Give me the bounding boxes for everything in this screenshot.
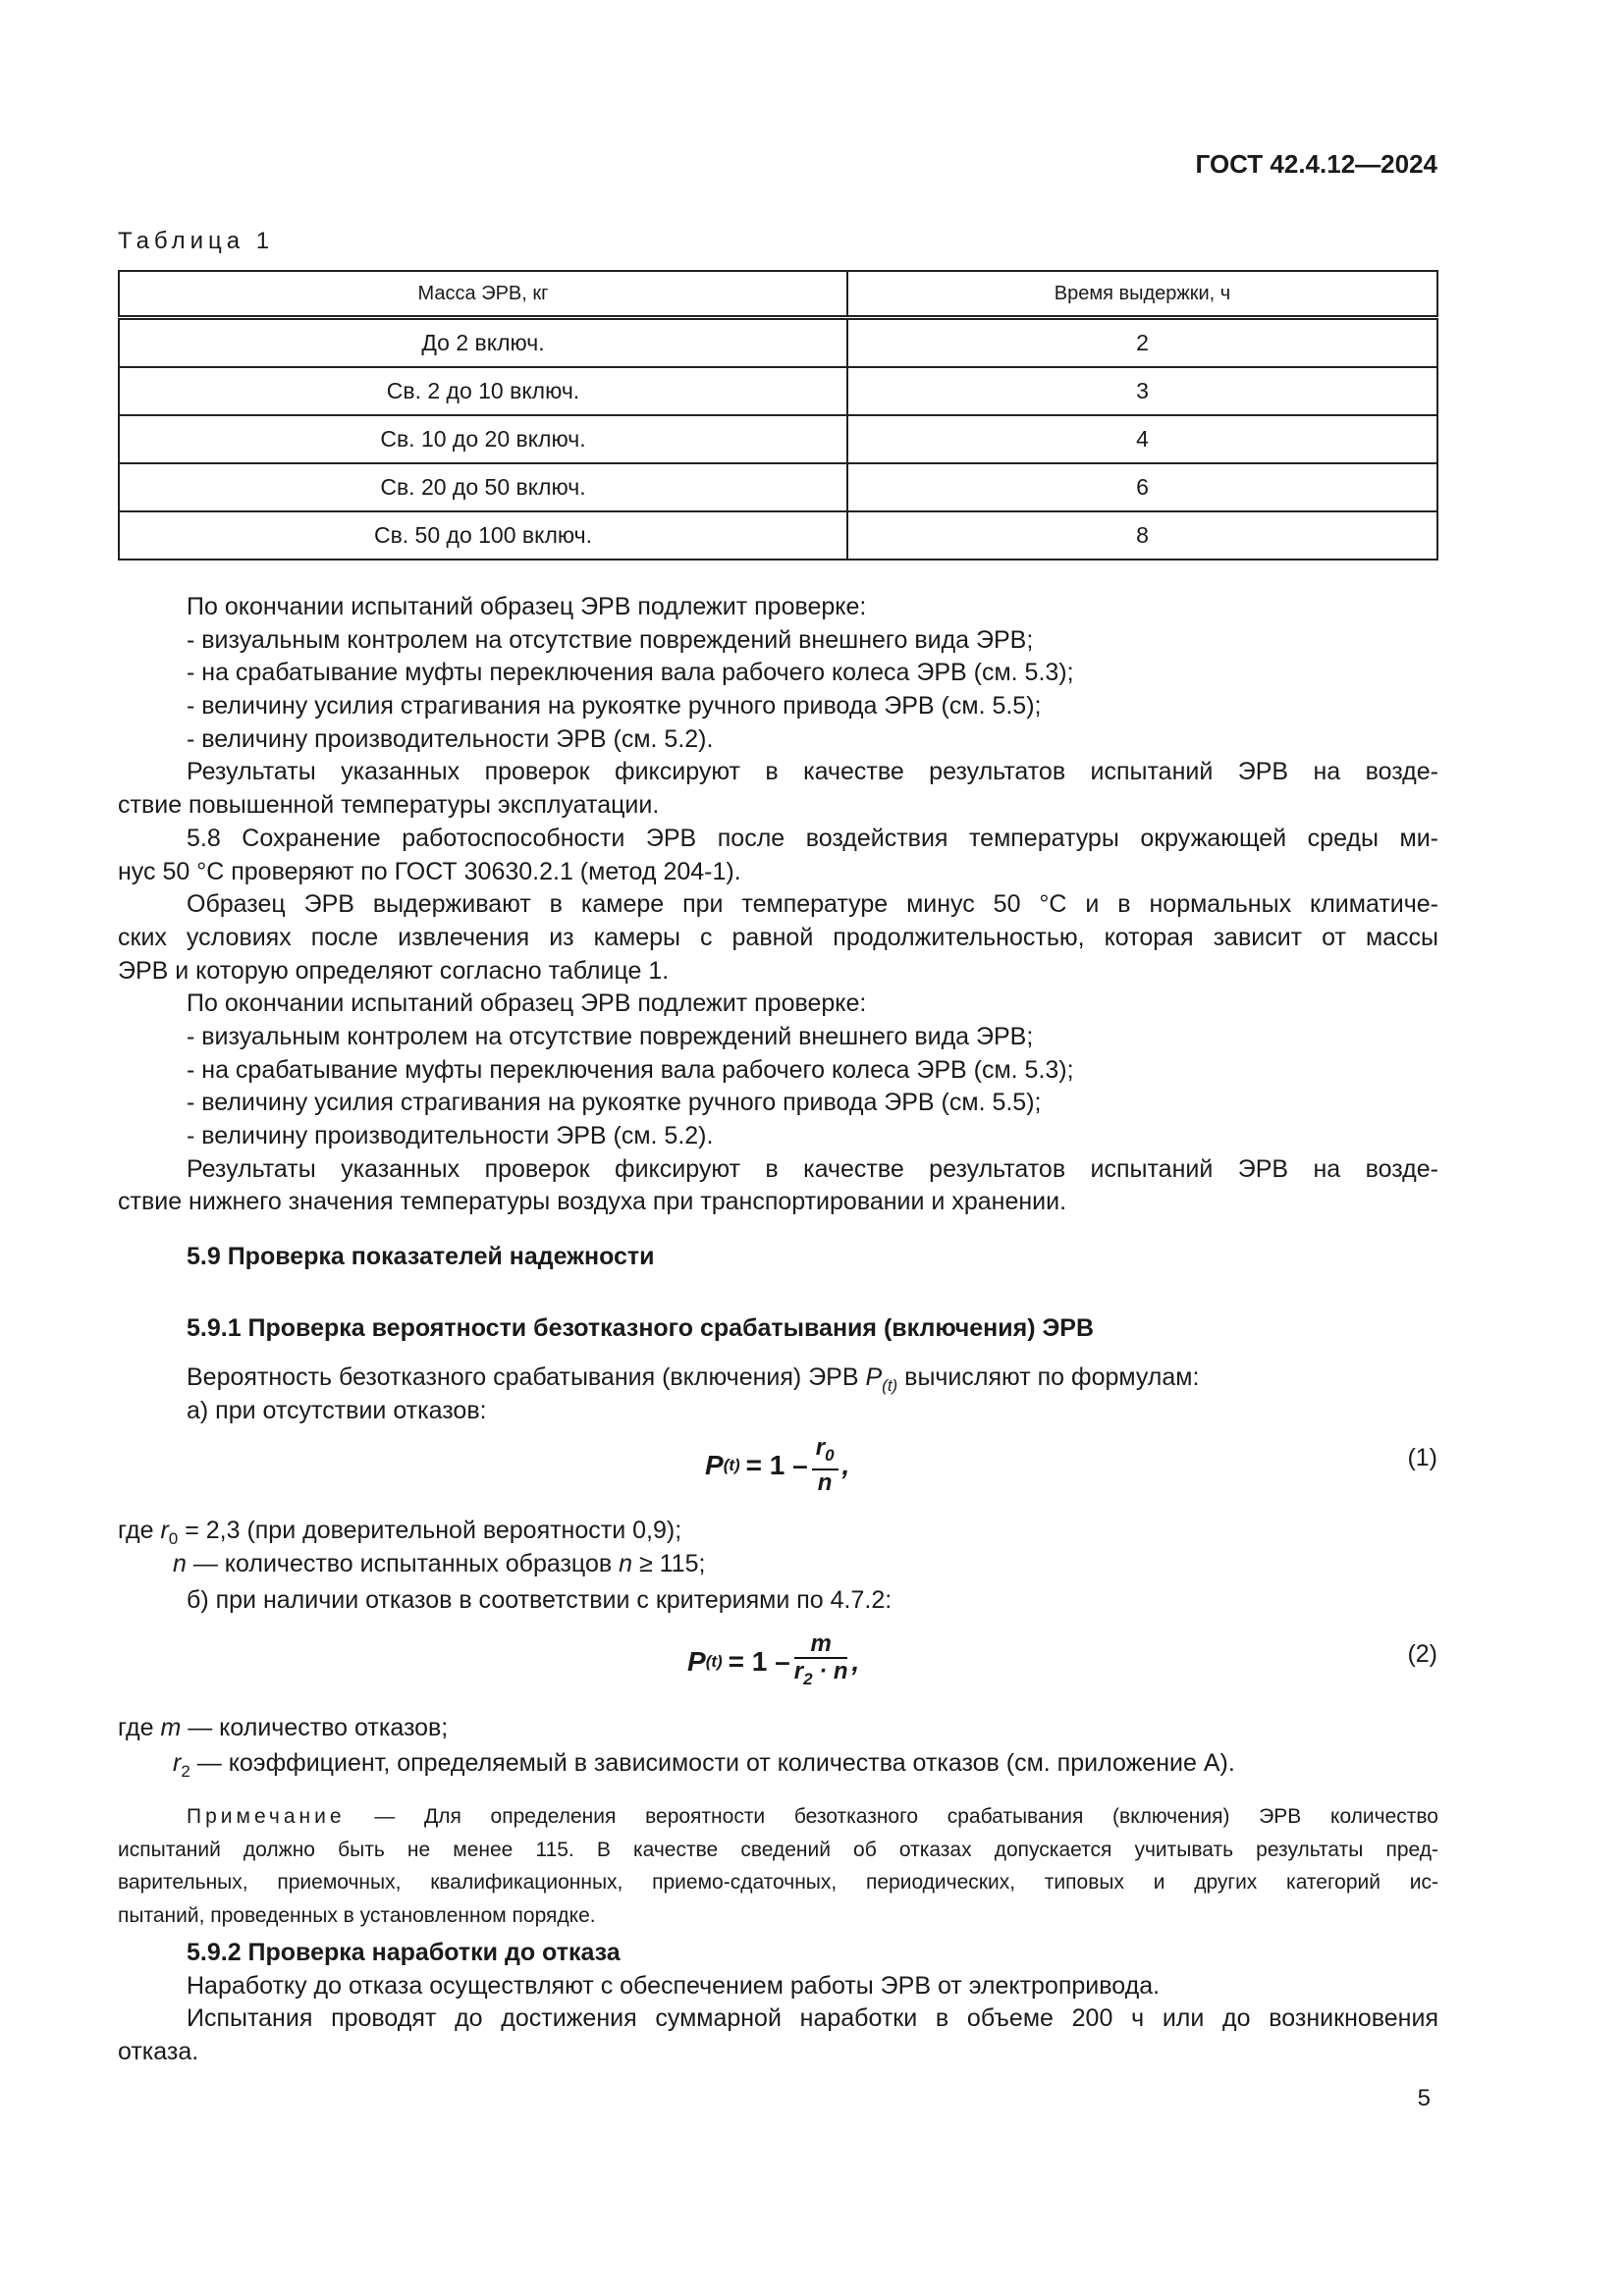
- cell-time: 4: [847, 415, 1437, 463]
- table-row: [119, 318, 1437, 368]
- table-caption: Таблица 1: [118, 228, 275, 254]
- body-text: [118, 591, 1438, 1219]
- list-item: - величину усилия страгивания на рукоятке ручного привода ЭРВ (см. 5.5);: [187, 692, 1042, 721]
- legend-line: [118, 1515, 1438, 1548]
- document-code: ГОСТ 42.4.12—2024: [1195, 149, 1437, 179]
- formula-fraction: [812, 1435, 839, 1496]
- text: — коэффициент, определяемый в зависимости от количества отказов (см. приложение А).: [189, 1748, 1235, 1777]
- text-line: Результаты указанных проверок фиксируют в качестве результатов испытаний ЭРВ на возде-: [187, 758, 1438, 786]
- text-line: По окончании испытаний образец ЭРВ подлежит проверке:: [187, 989, 867, 1018]
- text-line: ЭРВ и которую определяют согласно таблице 1.: [118, 956, 670, 985]
- cell-time: 3: [847, 367, 1437, 415]
- cell-mass: Св. 2 до 10 включ.: [119, 367, 847, 415]
- list-item: - величину усилия страгивания на рукоятке ручного привода ЭРВ (см. 5.5);: [187, 1089, 1042, 1117]
- heading-text: 5.9.2 Проверка наработки до отказа: [187, 1939, 621, 1966]
- note-line: пытаний, проведенных в установленном порядке.: [118, 1904, 596, 1928]
- list-item: - визуальным контролем на отсутствие повреждений внешнего вида ЭРВ;: [187, 625, 1034, 654]
- list-item: б) при наличии отказов в соответствии с критериями по 4.7.2:: [187, 1586, 893, 1615]
- section-5-9-heading: [118, 1241, 1438, 1274]
- table-row: [119, 463, 1437, 511]
- text-line: отказа.: [118, 2038, 199, 2066]
- note: [118, 1802, 1438, 1935]
- text: где: [118, 1517, 154, 1544]
- formula-subscript: (t): [723, 1455, 740, 1474]
- page-number: 5: [1417, 2085, 1431, 2111]
- holding-time-table: [118, 270, 1438, 561]
- text-line: ствие нижнего значения температуры воздуха при транспортировании и хранении.: [118, 1188, 1067, 1216]
- column-header-time: Время выдержки, ч: [847, 271, 1437, 318]
- section-5-9-2: [118, 1937, 1438, 2069]
- formula-operator: = 1 –: [745, 1449, 808, 1480]
- text-line: 5.8 Сохранение работоспособности ЭРВ после воздействия температуры окружающей среды ми-: [187, 824, 1438, 852]
- text: вычисляют по формулам:: [904, 1363, 1200, 1391]
- heading-text: 5.9.1 Проверка вероятности безотказного срабатывания (включения) ЭРВ: [187, 1314, 1094, 1342]
- legend-line: [118, 1548, 1438, 1581]
- formula-1-legend: [118, 1515, 1438, 1618]
- text-line: [118, 1362, 1438, 1395]
- cell-time: 6: [847, 463, 1437, 511]
- cell-mass: Св. 50 до 100 включ.: [119, 511, 847, 560]
- symbol: r: [160, 1517, 169, 1544]
- formula-comma: ,: [841, 1449, 850, 1480]
- cell-time: 2: [847, 318, 1437, 368]
- subscript: (t): [882, 1376, 898, 1395]
- symbol: n: [619, 1549, 633, 1577]
- formula-symbol: P: [705, 1449, 724, 1480]
- text: Вероятность безотказного срабатывания (включения) ЭРВ: [187, 1363, 859, 1391]
- section-5-9-1-intro: [118, 1362, 1438, 1427]
- table-header-row: [119, 271, 1437, 318]
- text: — количество испытанных образцов: [186, 1549, 620, 1577]
- equation-number-2: (2): [1407, 1640, 1437, 1668]
- subscript: 2: [181, 1761, 190, 1781]
- cell-mass: Св. 20 до 50 включ.: [119, 463, 847, 511]
- list-item: - на срабатывание муфты переключения вала рабочего колеса ЭРВ (см. 5.3);: [187, 659, 1074, 687]
- formula-fraction: [794, 1631, 848, 1692]
- column-header-mass: Масса ЭРВ, кг: [119, 271, 847, 318]
- formula-2: [687, 1631, 859, 1692]
- table-row: [119, 511, 1437, 560]
- text-line: Результаты указанных проверок фиксируют в качестве результатов испытаний ЭРВ на возде-: [187, 1154, 1438, 1183]
- text-line: ских условиях после извлечения из камеры с равной продолжительностью, которая зависит от массы: [118, 923, 1438, 951]
- note-line: варительных, приемочных, квалификационных, приемо-сдаточных, периодических, типовых и других категорий ис-: [118, 1871, 1438, 1895]
- text: — Для определения вероятности безотказного срабатывания (включения) ЭРВ количество: [345, 1805, 1438, 1828]
- list-item: - визуальным контролем на отсутствие повреждений внешнего вида ЭРВ;: [187, 1022, 1034, 1050]
- symbol: m: [160, 1714, 182, 1741]
- cell-mass: До 2 включ.: [119, 318, 847, 368]
- symbol: r: [173, 1748, 182, 1777]
- symbol: P: [865, 1363, 883, 1391]
- subscript: 0: [168, 1529, 179, 1548]
- numerator: m: [794, 1631, 846, 1659]
- table-row: [119, 367, 1437, 415]
- denominator: [794, 1659, 848, 1692]
- text-line: Образец ЭРВ выдерживают в камере при температуре минус 50 °С и в нормальных климатиче-: [187, 890, 1438, 919]
- note-label: Примечание: [187, 1805, 346, 1828]
- numerator-subscript: 0: [825, 1445, 835, 1465]
- list-item: - на срабатывание муфты переключения вала рабочего колеса ЭРВ (см. 5.3);: [187, 1055, 1074, 1084]
- text-line: ствие повышенной температуры эксплуатации.: [118, 791, 660, 820]
- text: ≥ 115;: [632, 1549, 706, 1577]
- formula-symbol: P: [687, 1645, 706, 1677]
- list-item: - величину производительности ЭРВ (см. 5.2).: [187, 1122, 714, 1149]
- denominator: n: [817, 1468, 833, 1496]
- formula-comma: ,: [851, 1645, 860, 1677]
- text-line: Испытания проводят до достижения суммарной наработки в объеме 200 ч или до возникновения: [187, 2004, 1438, 2033]
- denominator-rest: · n: [812, 1658, 848, 1684]
- text: = 2,3 (при доверительной вероятности 0,9);: [178, 1517, 682, 1544]
- text-line: нус 50 °С проверяют по ГОСТ 30630.2.1 (метод 204-1).: [118, 857, 741, 885]
- list-item: - величину производительности ЭРВ (см. 5.2).: [187, 724, 714, 753]
- list-item: а) при отсутствии отказов:: [187, 1396, 487, 1424]
- section-5-9-1-heading: [118, 1312, 1438, 1346]
- symbol: n: [173, 1549, 187, 1577]
- formula-operator: = 1 –: [728, 1645, 790, 1677]
- note-line: [118, 1802, 1438, 1836]
- legend-line: [118, 1747, 1438, 1781]
- cell-mass: Св. 10 до 20 включ.: [119, 415, 847, 463]
- cell-time: 8: [847, 511, 1437, 560]
- numerator: [812, 1435, 839, 1470]
- denominator-subscript: 2: [803, 1669, 813, 1688]
- formula-2-legend: [118, 1712, 1438, 1780]
- text: — количество отказов;: [181, 1714, 449, 1741]
- text: где: [118, 1714, 154, 1741]
- formula-subscript: (t): [705, 1651, 723, 1671]
- note-line: испытаний должно быть не менее 115. В качестве сведений об отказах допускается учитывать результаты пред-: [118, 1838, 1438, 1861]
- equation-number-1: (1): [1407, 1444, 1437, 1471]
- heading-text: 5.9 Проверка показателей надежности: [187, 1243, 655, 1270]
- table-row: [119, 415, 1437, 463]
- formula-1: [705, 1435, 849, 1496]
- numerator-symbol: r: [815, 1434, 826, 1461]
- text-line: По окончании испытаний образец ЭРВ подлежит проверке:: [187, 593, 867, 620]
- legend-line: [118, 1712, 1438, 1745]
- denominator-symbol: r: [793, 1658, 804, 1684]
- text-line: Наработку до отказа осуществляют с обеспечением работы ЭРВ от электропривода.: [187, 1971, 1161, 2000]
